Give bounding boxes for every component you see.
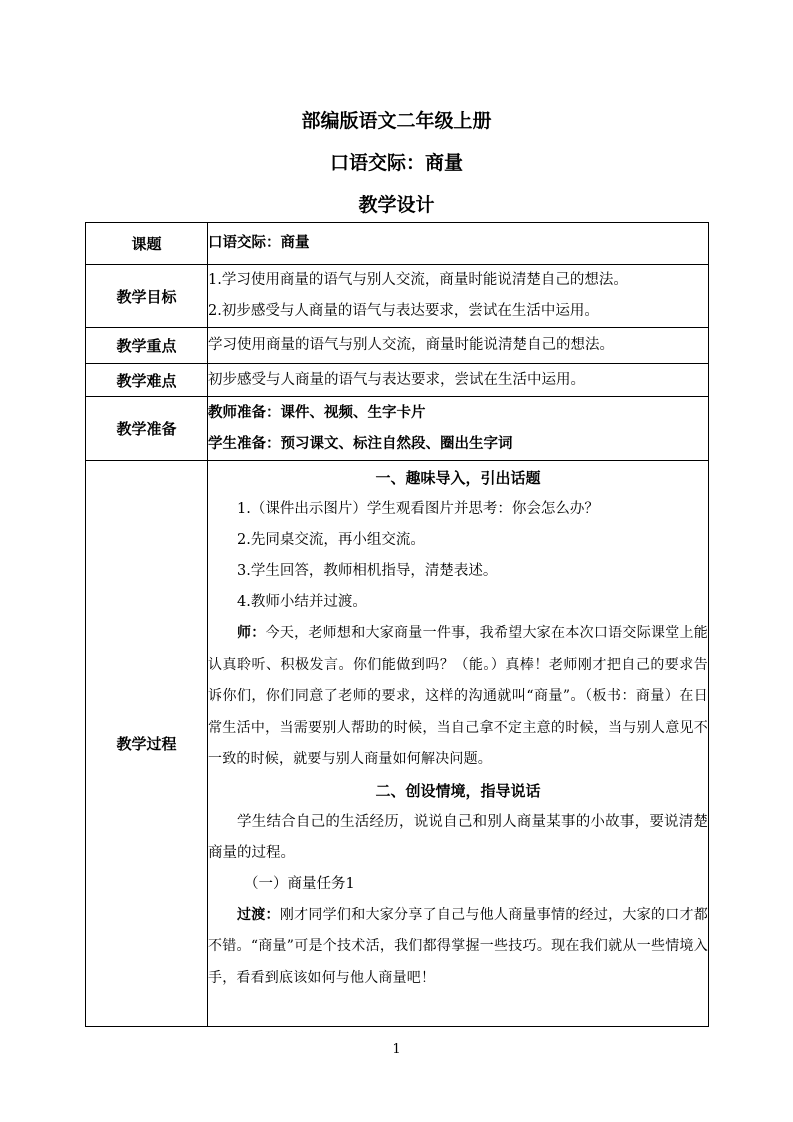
row-topic <box>86 223 709 265</box>
document-title: 部编版语文二年级上册 <box>301 110 492 132</box>
section2-title: 二、创设情境，指导说话 <box>375 781 541 800</box>
document-type-title: 教学设计 <box>358 194 435 216</box>
focus-value: 学习使用商量的语气与别人交流，商量时能说清楚自己的想法。 <box>208 337 614 353</box>
difficulty-value: 初步感受与人商量的语气与表达要求，尝试在生活中运用。 <box>208 371 585 388</box>
task-heading: （一）商量任务1 <box>244 875 355 892</box>
page-number: 1 <box>392 1042 401 1057</box>
goal-item: 1.学习使用商量的语气与别人交流，商量时能说清楚自己的想法。 <box>208 272 628 288</box>
section1-title: 一、趣味导入，引出话题 <box>375 469 541 487</box>
section2-text: 学生结合自己的生活经历，说说自己和别人商量某事的小故事，要说清楚商量的过程。 <box>208 813 708 861</box>
step-item: 1.（课件出示图片）学生观看图片并思考：你会怎么办？ <box>237 501 599 517</box>
row-process <box>86 461 709 1027</box>
goal-item: 2.初步感受与人商量的语气与表达要求，尝试在生活中运用。 <box>208 303 599 319</box>
difficulty-label: 教学难点 <box>86 364 208 397</box>
teacher-speech-text: 今天，老师想和大家商量一件事，我希望大家在本次口语交际课堂上能认真聆听、积极发言。你们能做到吗？（能。）真棒！老师刚才把自己的要求告诉你们，你们同意了老师的要求，这样的沟通就叫“商量”。（板书：商量）在日常生活中，当需要别人帮助的时候，当自己拿不定主意的时候，当与别人意见不一致的时候，就要与别人商量如何解决问题。 <box>208 625 709 767</box>
row-difficulty <box>86 364 709 397</box>
lesson-plan-table <box>85 222 709 1027</box>
teacher-speech <box>208 618 708 776</box>
row-focus <box>86 328 709 364</box>
process-label: 教学过程 <box>86 461 208 1027</box>
document-subtitle: 口语交际：商量 <box>329 152 463 174</box>
focus-label: 教学重点 <box>86 328 208 364</box>
transition-body: 刚才同学们和大家分享了自己与他人商量事情的经过，大家的口才都不错。“商量”可是个技术活，我们都得掌握一些技巧。现在我们就从一些情境入手，看看到底该如何与他人商量吧！ <box>208 906 708 986</box>
row-preparation <box>86 397 709 461</box>
step-item: 4.教师小结并过渡。 <box>237 594 367 610</box>
prep-label: 教学准备 <box>86 397 208 461</box>
transition-label: 过渡： <box>237 906 280 923</box>
step-item: 3.学生回答，教师相机指导，清楚表述。 <box>237 563 498 579</box>
student-prep: 学生准备：预习课文、标注自然段、圈出生字词 <box>208 435 513 452</box>
goals-label: 教学目标 <box>86 265 208 328</box>
teacher-speech-label: 师： <box>237 625 266 641</box>
row-goals <box>86 265 709 328</box>
step-item: 2.先同桌交流，再小组交流。 <box>237 532 425 548</box>
topic-value: 口语交际：商量 <box>208 235 310 251</box>
teacher-prep: 教师准备：课件、视频、生字卡片 <box>208 404 426 421</box>
topic-label: 课题 <box>86 223 208 265</box>
transition-text <box>208 900 708 995</box>
